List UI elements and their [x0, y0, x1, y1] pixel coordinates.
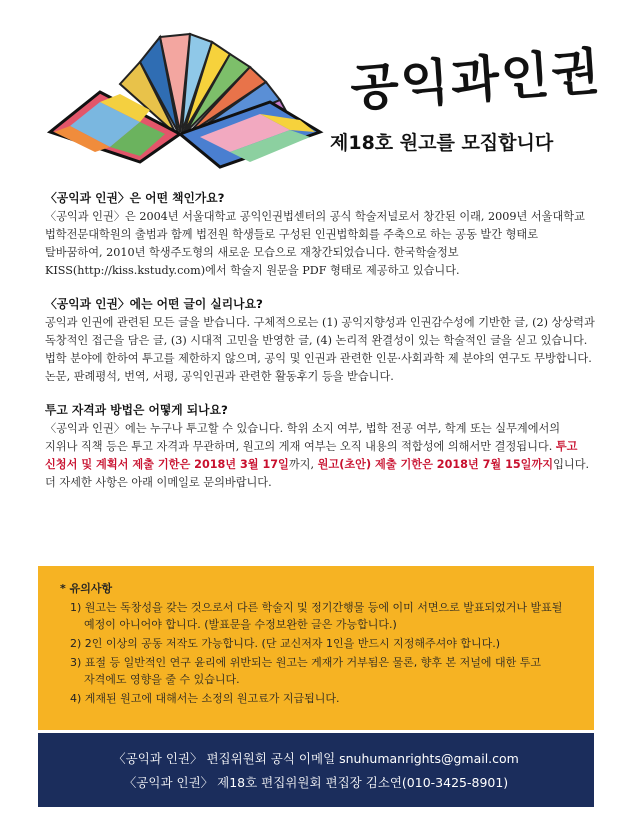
submission-text-post: 입니다. 더 자세한 사항은 아래 이메일로 문의바랍니다. — [45, 458, 590, 489]
section-heading-about: 〈공익과 인권〉은 어떤 책인가요? — [45, 191, 225, 205]
section-body-submission — [45, 420, 595, 492]
page-title: 제18호 원고를 모집합니다 — [330, 132, 554, 154]
notice-list — [60, 599, 572, 707]
section-body-about: 〈공익과 인권〉은 2004년 서울대학교 공익인권법센터의 공식 학술저널로서 창간된 이래, 2009년 서울대학교 법학전문대학원의 출범과 함께 법전원 학생들로 구성된 인권법학회를 주축으로 하는 공동 발간 형태로 탈바꿈하여, 2010년 학생주도형의 새로운 모습으로 재창간되었습니다. 한국학술정보 KISS(http://kiss.kstudy.com)에서 학술지 원문을 PDF 형태로 제공하고 있습니다. — [45, 210, 585, 277]
deadline-proposal: 투고 신청서 및 계획서 제출 기한은 2018년 3월 17일 — [45, 440, 578, 471]
notice-item: 3) 표절 등 일반적인 연구 윤리에 위반되는 원고는 게재가 거부됨은 물론, 향후 본 저널에 대한 투고 자격에도 영향을 줄 수 있습니다. — [70, 656, 542, 686]
journal-brand-title: 공익과인권 — [348, 41, 604, 118]
notice-item: 1) 원고는 독창성을 갖는 것으로서 다른 학술지 및 정기간행물 등에 이미 서면으로 발표되었거나 발표될 예정이 아니어야 합니다. (발표문을 수정보완한 글은 가능합니다.) — [70, 601, 563, 631]
notice-item: 4) 게재된 원고에 대해서는 소정의 원고료가 지급됩니다. — [70, 692, 340, 705]
submission-text-pre: 〈공익과 인권〉에는 누구나 투고할 수 있습니다. 학위 소지 여부, 법학 전공 여부, 학계 또는 실무계에서의 지위나 직책 등은 투고 자격과 무관하며, 원고의 게재 여부는 오직 내용의 적합성에 의해서만 결정됩니다. — [45, 422, 561, 453]
section-body-content: 공익과 인권에 관련된 모든 글을 받습니다. 구체적으로는 (1) 공익지향성과 인권감수성에 기반한 글, (2) 상상력과 독창적인 접근을 담은 글, (3) 시대적 고민을 반영한 글, (4) 논리적 완결성이 있는 학술적인 글을 싣고 있습니다. 법학 분야에 한하여 투고를 제한하지 않으며, 공익 및 인권과 관련한 인문·사회과학 제 분야의 연구도 무방합니다. 논문, 판례평석, 번역, 서평, 공익인권과 관련한 활동후기 등을 받습니다. — [45, 316, 595, 383]
notice-item: 2) 2인 이상의 공동 저작도 가능합니다. (단 교신저자 1인을 반드시 지정해주셔야 합니다.) — [70, 637, 500, 650]
contact-editor-line: 〈공익과 인권〉 제18호 편집위원회 편집장 김소연(010-3425-8901) — [123, 775, 509, 790]
open-book-illustration — [40, 22, 330, 172]
contact-footer — [38, 733, 594, 807]
section-heading-content: 〈공익과 인권〉에는 어떤 글이 실리나요? — [45, 297, 263, 311]
submission-text-mid: 까지, — [288, 458, 318, 471]
notice-box — [38, 566, 594, 730]
notice-title: * 유의사항 — [60, 582, 113, 595]
section-heading-submission: 투고 자격과 방법은 어떻게 되나요? — [45, 403, 228, 417]
deadline-draft: 원고(초안) 제출 기한은 2018년 7월 15일까지 — [317, 458, 554, 471]
contact-email-line: 〈공익과 인권〉 편집위원회 공식 이메일 snuhumanrights@gmail.com — [113, 751, 519, 766]
main-content — [45, 188, 595, 506]
